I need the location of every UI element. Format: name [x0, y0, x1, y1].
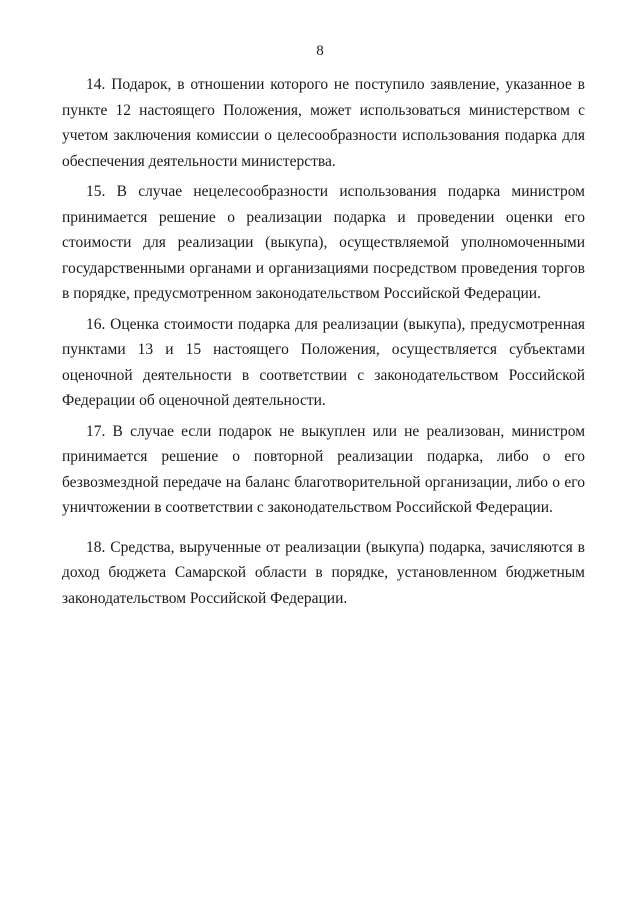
paragraph-18: 18. Средства, вырученные от реализации (выкупа) подарка, зачисляются в доход бюджета Самарской области в порядке, установленном бюджетным законодательством Российской Федерации.	[62, 538, 585, 607]
paragraph-14: 14. Подарок, в отношении которого не поступило заявление, указанное в пункте 12 настоящего Положения, может использоваться министерством с учетом заключения комиссии о целесообразности использования подарка для обеспечения деятельности министерства.	[62, 76, 585, 170]
page-number: 8	[316, 43, 324, 59]
paragraph-16: 16. Оценка стоимости подарка для реализации (выкупа), предусмотренная пунктами 13 и 15 настоящего Положения, осуществляется субъектами оценочной деятельности в соответствии с законодательством Российской Федерации об оценочной деятельности.	[62, 315, 585, 409]
paragraph-17: 17. В случае если подарок не выкуплен или не реализован, министром принимается решение о повторной реализации подарка, либо о его безвозмездной передаче на баланс благотворительной организации, либо о его уничтожении в соответствии с законодательством Российской Федерации.	[62, 422, 585, 516]
document-body	[62, 72, 585, 616]
paragraph-15: 15. В случае нецелесообразности использования подарка министром принимается решение о реализации подарка и проведении оценки его стоимости для реализации (выкупа), осуществляемой уполномоченными государственными органами и организациями посредством проведения торгов в порядке, предусмотренном законодательством Российской Федерации.	[62, 183, 585, 302]
